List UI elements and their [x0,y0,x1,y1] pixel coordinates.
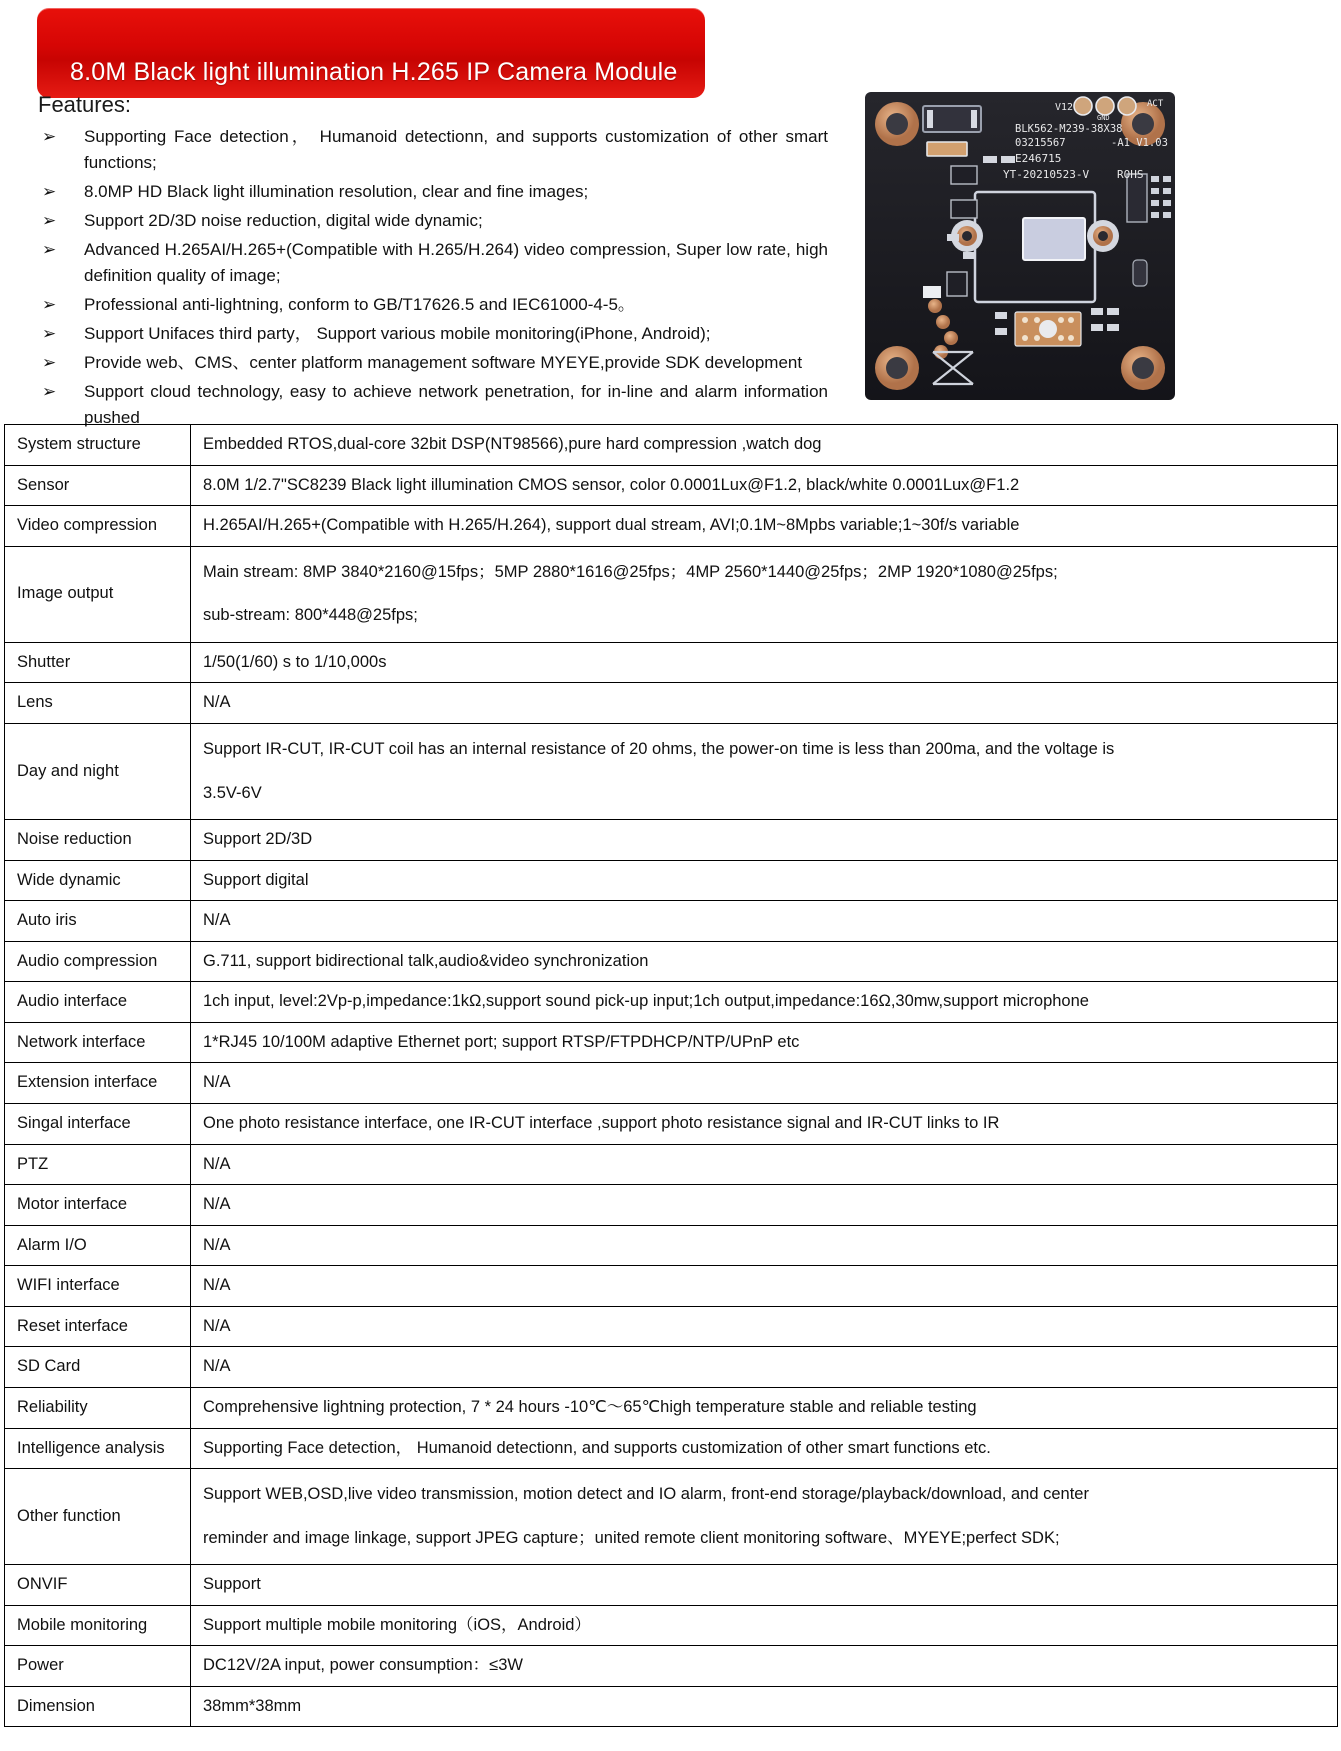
spec-value [191,1306,1338,1347]
spec-key: Network interface [5,1022,191,1063]
table-row [5,901,1338,942]
table-row [5,1686,1338,1727]
table-row [5,465,1338,506]
table-row [5,820,1338,861]
spec-value [191,506,1338,547]
spec-value-line: N/A [203,1276,231,1295]
bullet-arrow-icon: ➢ [42,211,57,230]
feature-item-text: Support cloud technology, easy to achieve network penetration, for in-line and alarm information pushed [84,382,828,427]
spec-key: Auto iris [5,901,191,942]
spec-value-line: N/A [203,693,231,712]
spec-value [191,820,1338,861]
table-row [5,1104,1338,1145]
spec-key: Other function [5,1469,191,1565]
spec-value-line: reminder and image linkage, support JPEG capture；united remote client monitoring software、MYEYE;perfect SDK; [203,1528,1060,1547]
spec-value-line: Support digital [203,870,309,889]
table-row [5,1347,1338,1388]
svg-text:V12: V12 [1055,102,1074,113]
spec-value [191,1022,1338,1063]
feature-item-text: Supporting Face detection， Humanoid detectionn, and supports customization of other smart functions; [84,127,828,172]
table-row [5,941,1338,982]
feature-item [38,350,828,376]
spec-value-line: One photo resistance interface, one IR-CUT interface ,support photo resistance signal and IR-CUT links to IR [203,1114,1000,1132]
spec-value-line: N/A [203,1235,231,1254]
table-row [5,1428,1338,1469]
svg-text:YT-20210523-V: YT-20210523-V [1003,168,1090,181]
spec-value [191,1469,1338,1565]
spec-value [191,1428,1338,1469]
spec-key: Audio interface [5,982,191,1023]
spec-value [191,425,1338,466]
spec-key: Reliability [5,1387,191,1428]
table-row [5,1469,1338,1565]
spec-value-line: 1*RJ45 10/100M adaptive Ethernet port; support RTSP/FTPDHCP/NTP/UPnP etc [203,1032,800,1051]
feature-item [38,179,828,205]
spec-value [191,642,1338,683]
bullet-arrow-icon: ➢ [42,324,57,343]
spec-key: SD Card [5,1347,191,1388]
table-row [5,1306,1338,1347]
bullet-arrow-icon: ➢ [42,382,57,401]
spec-value-line: N/A [203,1073,231,1092]
page-title: 8.0M Black light illumination H.265 IP Camera Module [70,58,678,86]
spec-key: Video compression [5,506,191,547]
spec-value [191,1266,1338,1307]
spec-key: Noise reduction [5,820,191,861]
spec-value [191,1144,1338,1185]
bullet-arrow-icon: ➢ [42,240,57,259]
spec-value [191,546,1338,642]
feature-item-text: Professional anti-lightning, conform to GB/T17626.5 and IEC61000-4-5。 [84,295,635,314]
spec-key: Dimension [5,1686,191,1727]
spec-key: Image output [5,546,191,642]
spec-key: Day and night [5,723,191,819]
svg-text:ACT: ACT [1147,99,1164,109]
feature-item-text: Support Unifaces third party， Support various mobile monitoring(iPhone, Android); [84,324,711,343]
spec-value-line: G.711, support bidirectional talk,audio&video synchronization [203,951,649,970]
spec-value-line: Embedded RTOS,dual-core 32bit DSP(NT98566),pure hard compression ,watch dog [203,435,822,453]
spec-value-line: 38mm*38mm [203,1696,302,1715]
spec-key: ONVIF [5,1565,191,1606]
table-row [5,1646,1338,1687]
table-row [5,982,1338,1023]
feature-item-text: Advanced H.265AI/H.265+(Compatible with H.265/H.264) video compression, Super low rate, high definition quality of image; [84,240,828,285]
spec-value-line: 3.5V-6V [203,783,262,802]
spec-value [191,465,1338,506]
spec-key: Shutter [5,642,191,683]
spec-value-line: sub-stream: 800*448@25fps; [203,606,418,625]
spec-value-line: DC12V/2A input, power consumption：≤3W [203,1656,523,1675]
spec-key: Alarm I/O [5,1225,191,1266]
svg-text:03215567: 03215567 [1015,137,1066,149]
spec-key: Extension interface [5,1063,191,1104]
table-row [5,1565,1338,1606]
spec-key: System structure [5,425,191,466]
spec-key: WIFI interface [5,1266,191,1307]
table-row [5,1266,1338,1307]
spec-value-line: Supporting Face detection， Humanoid detectionn, and supports customization of other smart functions etc. [203,1438,991,1457]
spec-value-line: 1ch input, level:2Vp-p,impedance:1kΩ,support sound pick-up input;1ch output,impedance:16Ω,30mw,support microphone [203,992,1089,1011]
spec-value [191,1605,1338,1646]
spec-value [191,1185,1338,1226]
spec-value-line: N/A [203,1357,231,1376]
table-row [5,425,1338,466]
bullet-arrow-icon: ➢ [42,127,57,146]
table-row [5,683,1338,724]
table-row [5,1185,1338,1226]
feature-item-text: Provide web、CMS、center platform management software MYEYE,provide SDK development [84,353,803,372]
feature-item [38,237,828,289]
spec-key: Power [5,1646,191,1687]
spec-value [191,1686,1338,1727]
bullet-arrow-icon: ➢ [42,295,57,314]
spec-value-line: N/A [203,911,231,930]
spec-value [191,1104,1338,1145]
feature-item-text: 8.0MP HD Black light illumination resolution, clear and fine images; [84,182,589,201]
spec-value-line: N/A [203,1316,231,1335]
spec-key: Singal interface [5,1104,191,1145]
table-row [5,1605,1338,1646]
spec-value [191,723,1338,819]
spec-key: Lens [5,683,191,724]
svg-text:ROHS: ROHS [1117,168,1144,181]
feature-item [38,208,828,234]
spec-value-line: 1/50(1/60) s to 1/10,000s [203,652,387,671]
feature-item [38,321,828,347]
spec-value [191,941,1338,982]
bullet-arrow-icon: ➢ [42,182,57,201]
spec-value-line: H.265AI/H.265+(Compatible with H.265/H.264), support dual stream, AVI;0.1M~8Mpbs variable;1~30f/s variable [203,516,1020,535]
table-row [5,1144,1338,1185]
spec-key: Reset interface [5,1306,191,1347]
spec-table-body [5,425,1338,1727]
spec-value-line: Support IR-CUT, IR-CUT coil has an internal resistance of 20 ohms, the power-on time is less than 200ma, and the voltage is [203,739,1115,758]
spec-key: Sensor [5,465,191,506]
feature-item [38,292,828,318]
spec-value [191,1565,1338,1606]
table-row [5,860,1338,901]
svg-text:E246715: E246715 [1015,152,1062,165]
spec-value-line: Main stream: 8MP 3840*2160@15fps；5MP 2880*1616@25fps；4MP 2560*1440@25fps；2MP 1920*1080@25fps; [203,562,1058,581]
spec-value [191,683,1338,724]
features-list [38,124,828,434]
table-row [5,723,1338,819]
spec-value-line: 8.0M 1/2.7"SC8239 Black light illumination CMOS sensor, color 0.0001Lux@F1.2, black/white 0.0001Lux@F1.2 [203,475,1020,494]
spec-key: Intelligence analysis [5,1428,191,1469]
table-row [5,1387,1338,1428]
spec-value [191,1063,1338,1104]
spec-value-line: Support 2D/3D [203,830,313,849]
spec-key: Motor interface [5,1185,191,1226]
spec-value [191,1225,1338,1266]
spec-value [191,860,1338,901]
spec-value-line: Support [203,1575,261,1594]
spec-value-line: Support WEB,OSD,live video transmission, motion detect and IO alarm, front-end storage/playback/download, and center [203,1485,1089,1504]
spec-value [191,1387,1338,1428]
spec-key: PTZ [5,1144,191,1185]
feature-item-text: Support 2D/3D noise reduction, digital wide dynamic; [84,211,483,230]
svg-text:-A1 V1.03: -A1 V1.03 [1111,137,1168,149]
table-row [5,1225,1338,1266]
pcb-photo [855,84,1185,409]
table-row [5,1022,1338,1063]
spec-value-line: N/A [203,1154,231,1173]
spec-value-line: Comprehensive lightning protection, 7 * 24 hours -10℃～65℃high temperature stable and reliable testing [203,1397,977,1416]
feature-item [38,124,828,176]
svg-text:GND: GND [1097,114,1110,122]
spec-key: Audio compression [5,941,191,982]
bullet-arrow-icon: ➢ [42,353,57,372]
features-heading: Features: [38,92,131,117]
spec-value [191,982,1338,1023]
spec-value-line: N/A [203,1195,231,1214]
spec-value [191,1646,1338,1687]
spec-value [191,1347,1338,1388]
svg-text:BLK562-M239-38X38: BLK562-M239-38X38 [1015,123,1123,135]
table-row [5,642,1338,683]
pcb-illustration [855,84,1185,409]
spec-key: Wide dynamic [5,860,191,901]
table-row [5,1063,1338,1104]
spec-value-line: Support multiple mobile monitoring（iOS，Android） [203,1615,591,1634]
table-row [5,546,1338,642]
specifications-table [4,424,1338,1727]
table-row [5,506,1338,547]
spec-key: Mobile monitoring [5,1605,191,1646]
spec-value [191,901,1338,942]
